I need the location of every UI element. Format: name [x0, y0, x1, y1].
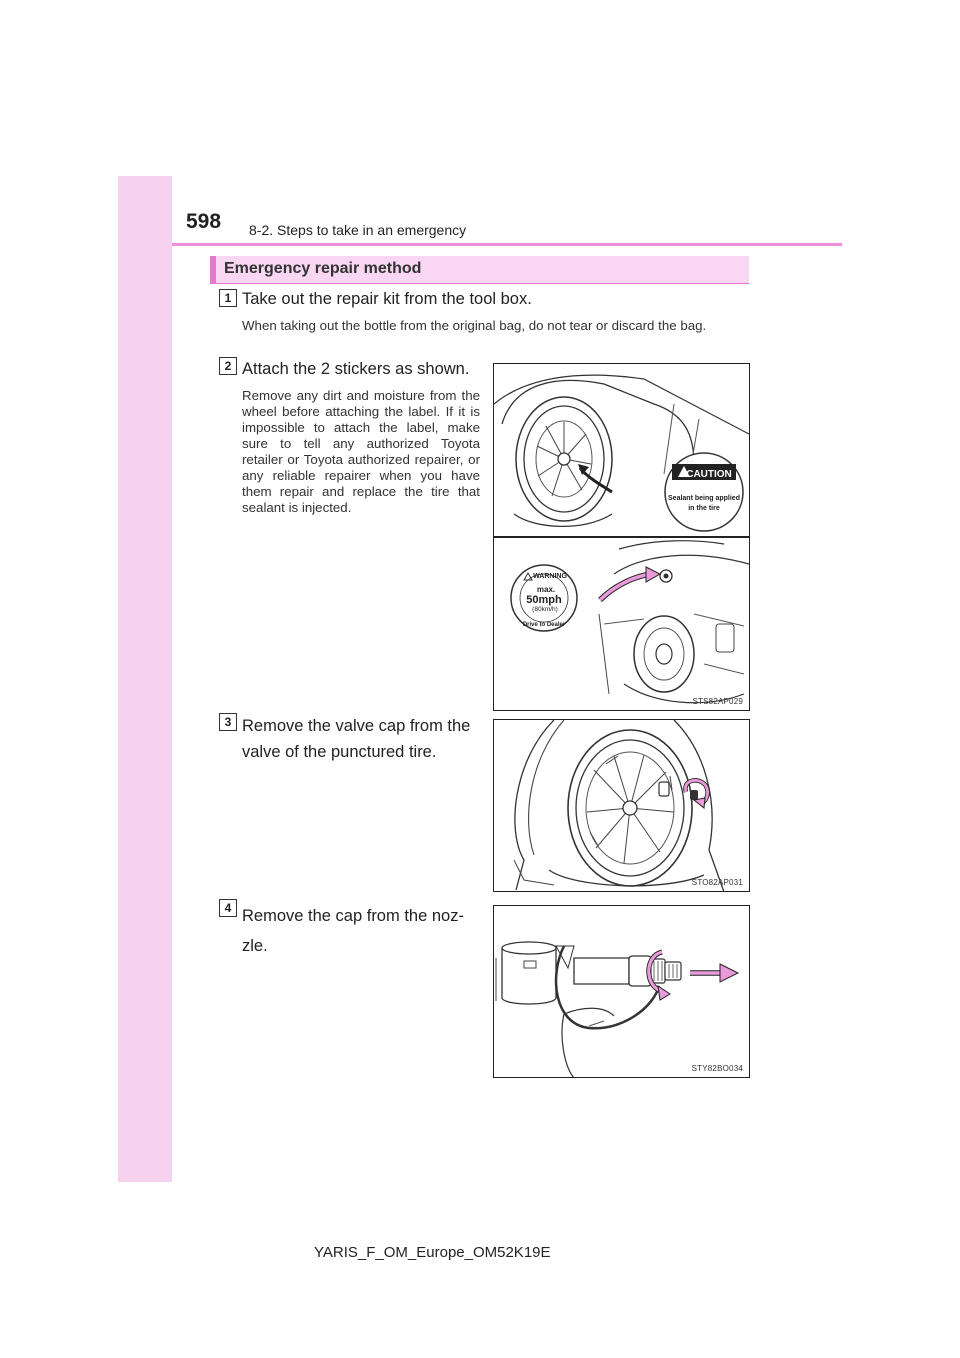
valve-cap-illustration	[494, 720, 750, 892]
figure-code: STS82AP029	[692, 697, 743, 706]
side-tab-strip	[118, 176, 172, 1182]
nozzle-illustration	[494, 906, 750, 1078]
step-3-badge: 3	[219, 713, 237, 731]
page-number: 598	[186, 210, 222, 233]
caution-line-2: in the tire	[688, 505, 720, 512]
header-rule	[172, 243, 842, 246]
caution-line-1: Sealant being applied	[668, 495, 740, 502]
warning-bottom: Drive to Dealer	[522, 622, 566, 628]
section-title: 8-2. Steps to take in an emergency	[249, 222, 467, 238]
step-3-text: Remove the valve cap from the valve of the punctured tire.	[242, 717, 471, 761]
step-4-badge: 4	[219, 899, 237, 917]
warning-title: WARNING	[533, 573, 567, 580]
figure-nozzle-cap	[493, 905, 750, 1078]
step-4-text: Remove the cap from the noz-zle.	[242, 907, 464, 955]
figure-code: STO82AP031	[691, 878, 743, 887]
heading-title: Emergency repair method	[224, 260, 422, 277]
figure-stickers	[493, 363, 750, 711]
step-2-badge: 2	[219, 357, 237, 375]
step-1-note: When taking out the bottle from the original bag, do not tear or discard the bag.	[242, 318, 707, 333]
footer-doc-id: YARIS_F_OM_Europe_OM52K19E	[314, 1244, 551, 1261]
step-2-text: Attach the 2 stickers as shown.	[242, 360, 470, 378]
step-1-text: Take out the repair kit from the tool box.	[242, 290, 532, 308]
figure-valve-cap	[493, 719, 750, 892]
heading-underline	[210, 283, 749, 284]
figure-code: STY82BO034	[691, 1064, 743, 1073]
step-2-note: Remove any dirt and moisture from the wheel before attaching the label. If it is impossible to attach the label, make sure to tell any authorized Toyota retailer or Toyota authorized repairer, or any reliable repairer when you have them repair and replace the tire that sealant is injected.	[242, 388, 480, 515]
stickers-illustration	[494, 364, 750, 711]
heading-accent	[210, 256, 216, 283]
caution-title: CAUTION	[686, 469, 732, 480]
warning-speed: 50mph	[526, 594, 562, 606]
warning-max: max.	[536, 585, 556, 594]
step-1-badge: 1	[219, 289, 237, 307]
warning-kmh: (80km/h)	[532, 606, 558, 613]
